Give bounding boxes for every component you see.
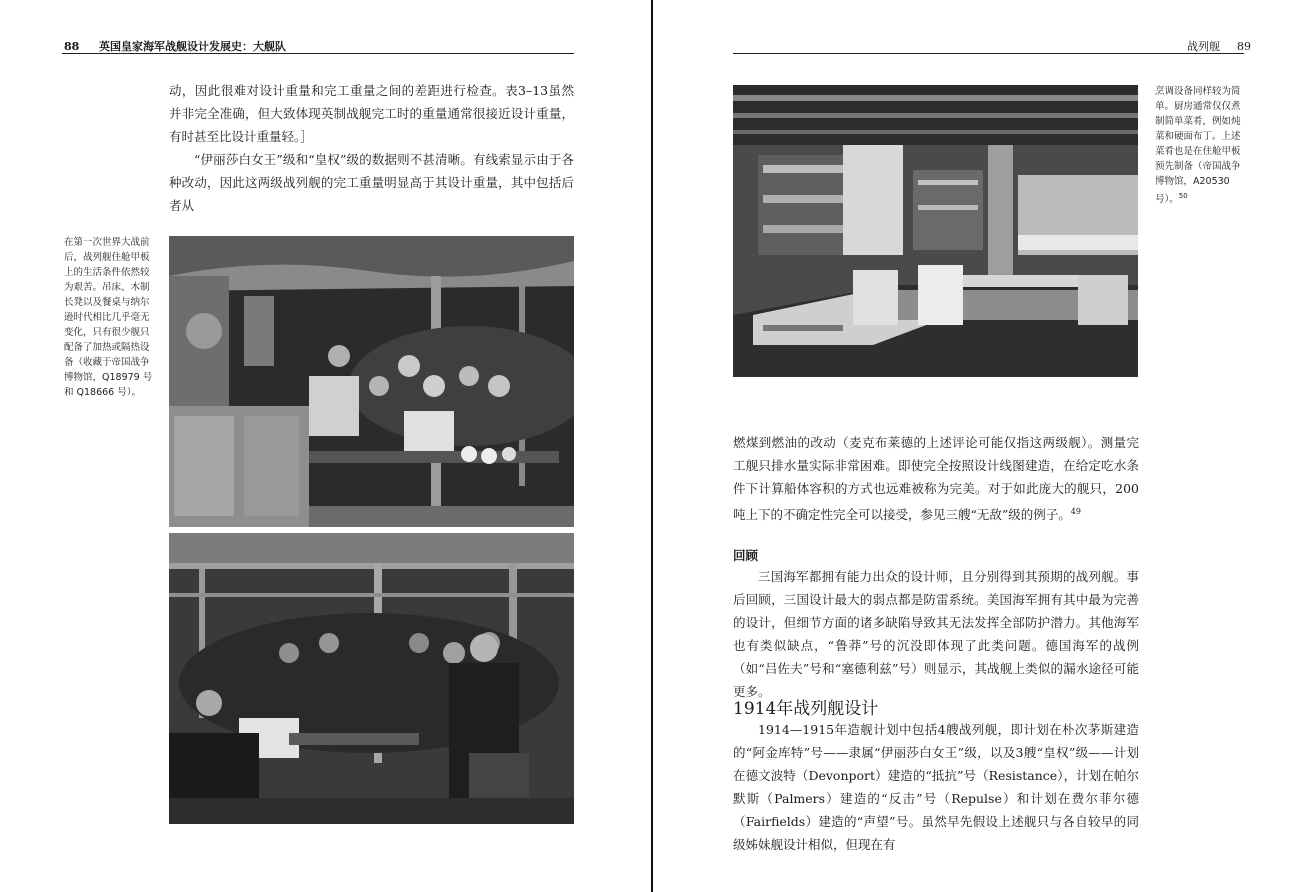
right-photo-caption: [1155, 84, 1247, 207]
left-paragraph-2: “伊丽莎白女王”级和“皇权”级的数据则不甚清晰。有线索显示由于各种改动，因此这两级战列舰的完工重量明显高于其设计重量，其中包括后者从: [169, 152, 574, 213]
right-header-rule: [733, 53, 1244, 54]
right-caption-note: 50: [1178, 192, 1188, 200]
left-body-text: [169, 79, 574, 217]
right-body-text: [733, 431, 1139, 526]
left-page-header: [64, 38, 286, 54]
review-paragraph: 三国海军都拥有能力出众的设计师，且分别得到其预期的战列舰。事后回顾，三国设计最大的弱点都是防雷系统。美国海军拥有其中最为完善的设计，但细节方面的诸多缺陷导致其无法发挥全部防护潜力。其他海军也有类似缺点，“鲁莽”号的沉没即体现了此类问题。德国海军的战例（如“吕佐夫”号和“塞德利兹”号）则显示，其战舰上类似的漏水途径可能更多。: [733, 569, 1139, 699]
design-1914-text: [733, 718, 1139, 856]
design-1914-paragraph: 1914—1915年造舰计划中包括4艘战列舰，即计划在朴次茅斯建造的“阿金库特”号——隶属“伊丽莎白女王”级，以及3艘“皇权”级——计划在德文波特（Devonport）建造的“抵抗”号（Resistance），计划在帕尔默斯（Palmers）建造的“反击”号（Repulse）和计划在费尔菲尔德（Fairfields）建造的“声望”号。虽然早先假设上述舰只与各自较早的同级姊妹舰设计相似，但现在有: [733, 722, 1139, 852]
left-paragraph-1: 动，因此很难对设计重量和完工重量之间的差距进行检查。表3–13虽然并非完全准确，但大致体现英制战舰完工时的重量通常很接近设计重量，有时甚至比设计重量轻。］: [169, 83, 574, 144]
right-paragraph-1-text: 燃煤到燃油的改动（麦克布莱德的上述评论可能仅指这两级舰）。测量完工舰只排水量实际非常困难。即使完全按照设计线图建造，在给定吃水条件下计算船体容积的方式也远难被称为完美。对于如此庞大的舰只，200吨上下的不确定性完全可以接受，参见三艘“无敌”级的例子。: [733, 435, 1139, 523]
book-spine: [651, 0, 653, 892]
right-paragraph-1-note: 49: [1070, 507, 1081, 516]
right-paragraph-1: [733, 431, 1139, 526]
left-running-title: 英国皇家海军战舰设计发展史：大舰队: [99, 40, 286, 53]
right-page-header: [1187, 38, 1251, 54]
right-page-number: 89: [1237, 40, 1251, 53]
section-heading-review: 回顾: [733, 548, 759, 563]
mess-deck-photo-2: [169, 533, 574, 824]
right-caption-text: 烹调设备同样较为简单。厨房通常仅仅煮制简单菜肴，例如炖菜和硬面布丁。上述菜肴也是在住舱甲板预先制备（帝国战争博物馆，A20530 号）。: [1155, 86, 1241, 206]
section-heading-1914: 1914年战列舰设计: [733, 699, 879, 719]
left-photo-caption: 在第一次世界大战前后，战列舰住舱甲板上的生活条件依然较为艰苦。吊床、木制长凳以及餐桌与纳尔逊时代相比几乎毫无变化，只有很少舰只配备了加热或隔热设备（收藏于帝国战争博物馆，Q18979 号和 Q18666 号）。: [64, 237, 153, 398]
review-section-text: [733, 565, 1139, 703]
left-header-rule: [62, 53, 574, 54]
galley-photo: [733, 85, 1138, 377]
left-page-number: 88: [64, 40, 80, 53]
mess-deck-photo-1: [169, 236, 574, 527]
right-running-title: 战列舰: [1187, 40, 1220, 53]
